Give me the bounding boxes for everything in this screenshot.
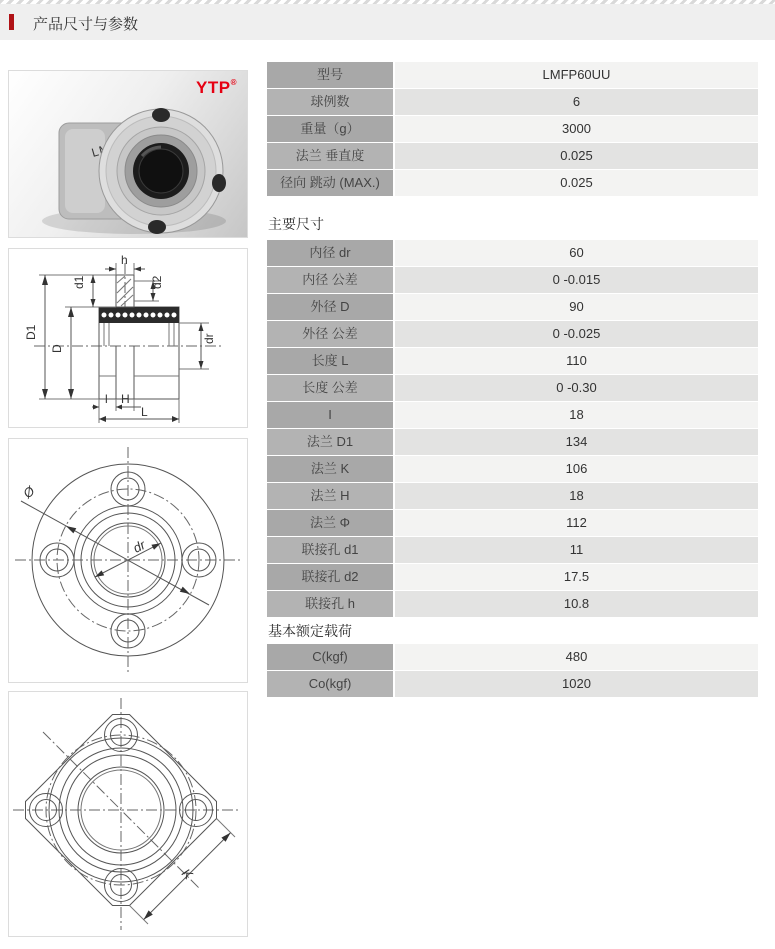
registered-mark: ®: [230, 78, 237, 87]
spec-value: 0.025: [395, 170, 758, 196]
section-view-drawing: [8, 248, 248, 428]
spec-label: 法兰 K: [267, 456, 393, 482]
spec-label: C(kgf): [267, 644, 393, 670]
spec-label: 外径 公差: [267, 321, 393, 347]
spec-label: 法兰 H: [267, 483, 393, 509]
table-row: [267, 456, 758, 482]
spec-value: 0 -0.015: [395, 267, 758, 293]
table-row: [267, 321, 758, 347]
spec-label: 径向 跳动 (MAX.): [267, 170, 393, 196]
dim-label-H: H: [121, 392, 130, 406]
table-row: [267, 143, 758, 169]
spec-label: 法兰 垂直度: [267, 143, 393, 169]
spec-label: 联接孔 d2: [267, 564, 393, 590]
table-row: [267, 564, 758, 590]
bolt-hole: [152, 108, 170, 122]
spec-label: 联接孔 d1: [267, 537, 393, 563]
spec-value: 106: [395, 456, 758, 482]
page-title: 产品尺寸与参数: [33, 16, 139, 33]
table-row: [267, 644, 758, 670]
table-row: [267, 510, 758, 536]
dim-label-L: L: [141, 405, 148, 419]
spec-value: 0 -0.30: [395, 375, 758, 401]
dim-label-D: D: [50, 344, 64, 353]
section-header: [0, 4, 775, 40]
spec-value: 480: [395, 644, 758, 670]
dim-label-l: l: [105, 392, 108, 406]
dim-label-h: h: [121, 253, 128, 267]
spec-value: 134: [395, 429, 758, 455]
ytp-logo: YTP®: [196, 78, 237, 97]
spec-value: 112: [395, 510, 758, 536]
spec-value: 0 -0.025: [395, 321, 758, 347]
spec-table-load-rating: [267, 644, 758, 697]
table-row: [267, 116, 758, 142]
spec-value: 60: [395, 240, 758, 266]
spec-value: 18: [395, 483, 758, 509]
dim-label-bore: dr: [130, 537, 148, 556]
table-row: [267, 671, 758, 697]
spec-value: 0.025: [395, 143, 758, 169]
spec-label: I: [267, 402, 393, 428]
spec-value: 6: [395, 89, 758, 115]
spec-label: 法兰 D1: [267, 429, 393, 455]
spec-label: 内径 dr: [267, 240, 393, 266]
spec-label: 长度 L: [267, 348, 393, 374]
spec-label: Co(kgf): [267, 671, 393, 697]
dim-label-k: K: [178, 865, 196, 883]
table-row: [267, 537, 758, 563]
spec-value: 110: [395, 348, 758, 374]
spec-table-main-dims: [267, 240, 758, 617]
spec-value: 10.8: [395, 591, 758, 617]
table-row: [267, 294, 758, 320]
bolt-hole: [148, 220, 166, 234]
square-flange-drawing: [8, 691, 248, 937]
spec-value: 1020: [395, 671, 758, 697]
table-row: [267, 429, 758, 455]
table-row: [267, 240, 758, 266]
media-column: [8, 70, 248, 937]
spec-label: 外径 D: [267, 294, 393, 320]
spec-label: 型号: [267, 62, 393, 88]
bolt-hole: [212, 174, 226, 192]
spec-value: 18: [395, 402, 758, 428]
spec-label: 重量（g）: [267, 116, 393, 142]
spec-value: LMFP60UU: [395, 62, 758, 88]
table-row: [267, 375, 758, 401]
table-row: [267, 483, 758, 509]
table-row: [267, 402, 758, 428]
dim-label-D1: D1: [24, 324, 38, 340]
table-row: [267, 267, 758, 293]
table-row: [267, 591, 758, 617]
spec-value: 17.5: [395, 564, 758, 590]
dim-label-d2: d2: [150, 275, 164, 289]
dim-label-diameter: Ø: [20, 483, 38, 502]
spec-value: 3000: [395, 116, 758, 142]
table-row: [267, 170, 758, 196]
section-title-main-dims: 主要尺寸: [268, 216, 324, 232]
spec-table-general: [267, 62, 758, 196]
spec-label: 法兰 Φ: [267, 510, 393, 536]
dim-label-dr: dr: [202, 333, 216, 344]
spec-label: 球例数: [267, 89, 393, 115]
table-row: [267, 348, 758, 374]
spec-label: 内径 公差: [267, 267, 393, 293]
table-row: [267, 62, 758, 88]
spec-value: 90: [395, 294, 758, 320]
spec-label: 长度 公差: [267, 375, 393, 401]
product-photo: [8, 70, 248, 238]
spec-value: 11: [395, 537, 758, 563]
spec-label: 联接孔 h: [267, 591, 393, 617]
dim-label-d1: d1: [72, 275, 86, 289]
spec-column: [267, 62, 758, 698]
section-title-load-rating: 基本额定载荷: [268, 623, 352, 639]
round-flange-drawing: [8, 438, 248, 683]
red-accent-bar: [9, 14, 14, 30]
table-row: [267, 89, 758, 115]
